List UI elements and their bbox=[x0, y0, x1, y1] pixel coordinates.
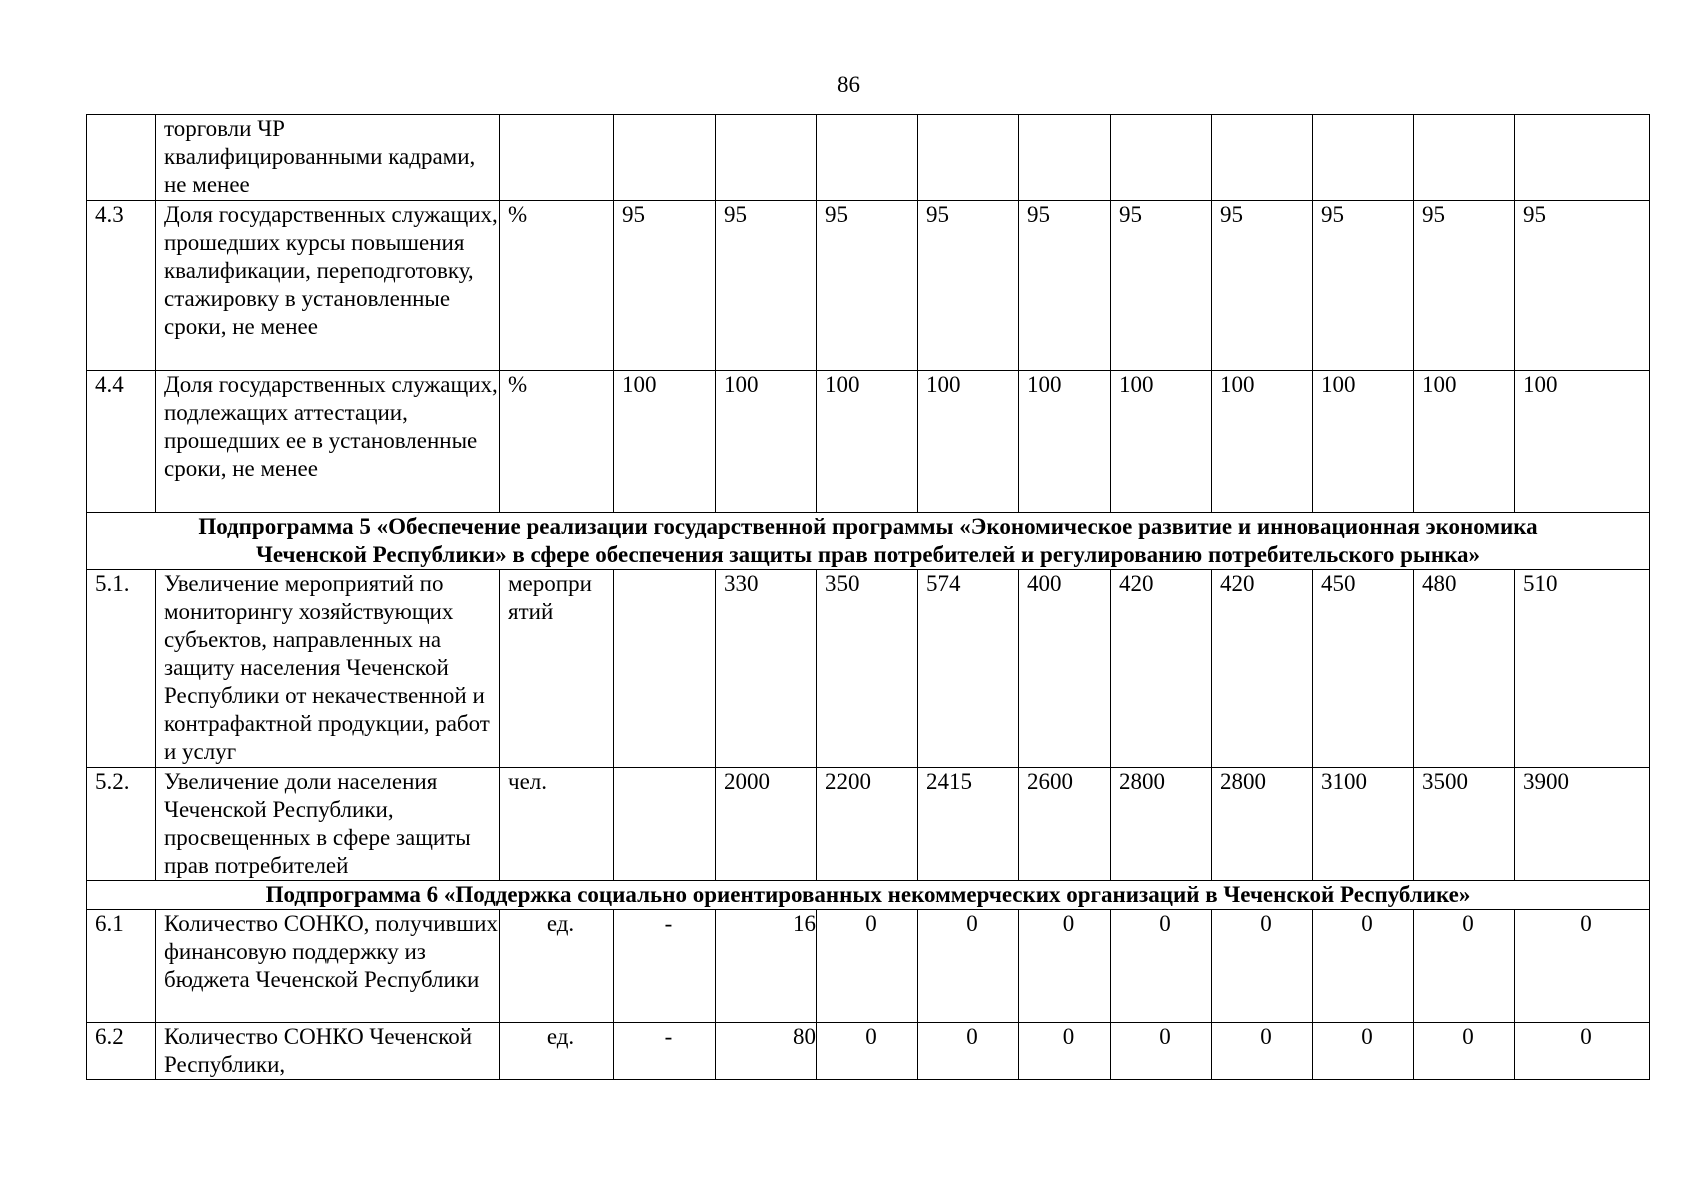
indicator-description: Увеличение мероприятий по мониторингу хозяйствующих субъектов, направленных на защиту населения Чеченской Республики от некачественной и контрафактной продукции, работ и услуг bbox=[156, 570, 500, 768]
value-cell: 480 bbox=[1414, 570, 1515, 768]
value-cell bbox=[1111, 115, 1212, 201]
value-cell: 100 bbox=[1111, 371, 1212, 513]
base-value-cell bbox=[614, 115, 716, 201]
indicator-description: Количество СОНКО, получивших финансовую поддержку из бюджета Чеченской Республики bbox=[156, 910, 500, 1023]
value-cell: 0 bbox=[1515, 910, 1650, 1023]
subprogram-header-row bbox=[87, 881, 1650, 910]
value-cell: 100 bbox=[1019, 371, 1111, 513]
value-cell: 95 bbox=[817, 201, 918, 371]
unit-cell: меропри ятий bbox=[500, 570, 614, 768]
value-cell: 0 bbox=[1414, 910, 1515, 1023]
value-cell: 2800 bbox=[1111, 768, 1212, 881]
table-row bbox=[87, 115, 1650, 201]
value-cell: 95 bbox=[1212, 201, 1313, 371]
value-cell: 3500 bbox=[1414, 768, 1515, 881]
indicator-description: Увеличение доли населения Чеченской Республики, просвещенных в сфере защиты прав потребителей bbox=[156, 768, 500, 881]
base-value-cell: - bbox=[614, 910, 716, 1023]
indicator-description: Количество СОНКО Чеченской Республики, bbox=[156, 1023, 500, 1080]
value-cell: 0 bbox=[918, 1023, 1019, 1080]
value-cell: 0 bbox=[1212, 910, 1313, 1023]
table-row bbox=[87, 570, 1650, 768]
value-cell: 100 bbox=[817, 371, 918, 513]
subprogram-title-line: Подпрограмма 6 «Поддержка социально ориентированных некоммерческих организаций в Чеченской Республике» bbox=[265, 882, 1471, 907]
subprogram-title-line: Подпрограмма 5 «Обеспечение реализации государственной программы «Экономическое развитие и инновационная экономика bbox=[198, 514, 1538, 539]
indicators-table bbox=[86, 114, 1650, 1080]
table-row bbox=[87, 910, 1650, 1023]
value-cell: 95 bbox=[1111, 201, 1212, 371]
value-cell: 0 bbox=[1515, 1023, 1650, 1080]
base-value-cell bbox=[614, 570, 716, 768]
value-cell: 3100 bbox=[1313, 768, 1414, 881]
value-cell: 2800 bbox=[1212, 768, 1313, 881]
indicator-description: Доля государственных служащих, прошедших курсы повышения квалификации, переподготовку, стажировку в установленные сроки, не менее bbox=[156, 201, 500, 371]
table-row bbox=[87, 1023, 1650, 1080]
unit-cell: ед. bbox=[500, 910, 614, 1023]
value-cell bbox=[1414, 115, 1515, 201]
value-cell: 95 bbox=[1515, 201, 1650, 371]
value-cell: 95 bbox=[716, 201, 817, 371]
value-cell: 0 bbox=[918, 910, 1019, 1023]
value-cell bbox=[1212, 115, 1313, 201]
indicator-description: Доля государственных служащих, подлежащих аттестации, прошедших ее в установленные сроки, не менее bbox=[156, 371, 500, 513]
indicator-description: торговли ЧР квалифицированными кадрами, не менее bbox=[156, 115, 500, 201]
value-cell: 0 bbox=[1019, 910, 1111, 1023]
value-cell: 0 bbox=[817, 1023, 918, 1080]
value-cell bbox=[1515, 115, 1650, 201]
value-cell: 330 bbox=[716, 570, 817, 768]
value-cell: 2600 bbox=[1019, 768, 1111, 881]
value-cell: 350 bbox=[817, 570, 918, 768]
value-cell bbox=[1019, 115, 1111, 201]
value-cell: 3900 bbox=[1515, 768, 1650, 881]
subprogram-6-title bbox=[87, 881, 1650, 910]
value-cell: 95 bbox=[1313, 201, 1414, 371]
value-cell bbox=[817, 115, 918, 201]
unit-cell: % bbox=[500, 201, 614, 371]
value-cell: 0 bbox=[1111, 1023, 1212, 1080]
row-number bbox=[87, 115, 156, 201]
value-cell bbox=[918, 115, 1019, 201]
row-number: 6.2 bbox=[87, 1023, 156, 1080]
table-row bbox=[87, 371, 1650, 513]
subprogram-5-title bbox=[87, 513, 1650, 570]
value-cell: 100 bbox=[716, 371, 817, 513]
value-cell: 420 bbox=[1212, 570, 1313, 768]
value-cell: 2415 bbox=[918, 768, 1019, 881]
row-number: 4.4 bbox=[87, 371, 156, 513]
subprogram-title-line: Чеченской Республики» в сфере обеспечения защиты прав потребителей и регулированию потребительского рынка» bbox=[255, 542, 1480, 567]
base-value-cell: 100 bbox=[614, 371, 716, 513]
value-cell: 400 bbox=[1019, 570, 1111, 768]
value-cell: 100 bbox=[918, 371, 1019, 513]
row-number: 5.2. bbox=[87, 768, 156, 881]
value-cell: 80 bbox=[716, 1023, 817, 1080]
value-cell: 100 bbox=[1414, 371, 1515, 513]
value-cell: 2200 bbox=[817, 768, 918, 881]
row-number: 4.3 bbox=[87, 201, 156, 371]
unit-cell: % bbox=[500, 371, 614, 513]
row-number: 6.1 bbox=[87, 910, 156, 1023]
value-cell: 0 bbox=[1313, 910, 1414, 1023]
value-cell: 100 bbox=[1515, 371, 1650, 513]
value-cell: 0 bbox=[1313, 1023, 1414, 1080]
value-cell bbox=[716, 115, 817, 201]
value-cell: 450 bbox=[1313, 570, 1414, 768]
value-cell: 0 bbox=[1212, 1023, 1313, 1080]
table-row bbox=[87, 768, 1650, 881]
unit-cell bbox=[500, 115, 614, 201]
value-cell: 0 bbox=[817, 910, 918, 1023]
value-cell: 574 bbox=[918, 570, 1019, 768]
page-number: 86 bbox=[837, 72, 860, 97]
value-cell: 0 bbox=[1111, 910, 1212, 1023]
table-row bbox=[87, 201, 1650, 371]
value-cell: 0 bbox=[1019, 1023, 1111, 1080]
value-cell: 95 bbox=[1019, 201, 1111, 371]
value-cell: 95 bbox=[918, 201, 1019, 371]
base-value-cell: 95 bbox=[614, 201, 716, 371]
value-cell: 100 bbox=[1313, 371, 1414, 513]
value-cell bbox=[1313, 115, 1414, 201]
value-cell: 95 bbox=[1414, 201, 1515, 371]
value-cell: 420 bbox=[1111, 570, 1212, 768]
value-cell: 16 bbox=[716, 910, 817, 1023]
unit-cell: чел. bbox=[500, 768, 614, 881]
base-value-cell bbox=[614, 768, 716, 881]
subprogram-header-row bbox=[87, 513, 1650, 570]
row-number: 5.1. bbox=[87, 570, 156, 768]
value-cell: 100 bbox=[1212, 371, 1313, 513]
base-value-cell: - bbox=[614, 1023, 716, 1080]
unit-cell: ед. bbox=[500, 1023, 614, 1080]
value-cell: 2000 bbox=[716, 768, 817, 881]
value-cell: 510 bbox=[1515, 570, 1650, 768]
value-cell: 0 bbox=[1414, 1023, 1515, 1080]
